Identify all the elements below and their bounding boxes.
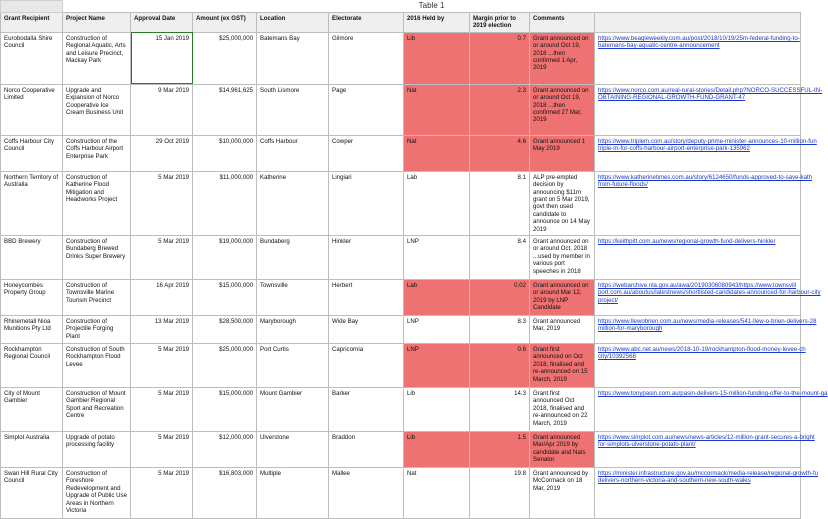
cell-amount[interactable]: $25,000,000 xyxy=(193,344,257,388)
cell-amount[interactable]: $16,803,000 xyxy=(193,468,257,519)
cell-amount[interactable]: $15,000,000 xyxy=(193,280,257,316)
cell-held-by[interactable]: LNP xyxy=(404,236,470,280)
column-header[interactable]: Project Name xyxy=(63,13,131,33)
cell-comments[interactable]: Grant announced on or around Oct, 2018 ...used by member in various port speeches in 2018 xyxy=(530,236,595,280)
cell-source-link[interactable]: https://www.norco.com.au/real-rural-stories/Detail.php?NORCO-SUCCESSFUL-IN- OBTAINING-REGIONAL-GROWTH-FUND-GRANT-47 xyxy=(595,84,801,135)
cell-recipient[interactable]: Rhinemetall Nioa Munitions Pty Ltd xyxy=(1,316,63,344)
cell-source-link[interactable]: https://keithpitt.com.au/news/regional-growth-fund-delivers-hinkler xyxy=(595,236,801,280)
cell-margin[interactable]: 0.6 xyxy=(470,344,530,388)
cell-electorate[interactable]: Herbert xyxy=(329,280,404,316)
cell-comments[interactable]: Grant first announced on Oct 2018, finalised and re-announced on 15 March, 2019 xyxy=(530,344,595,388)
cell-comments[interactable]: Grant announced on or around Mar 12, 2019 by LNP Candidate xyxy=(530,280,595,316)
cell-location[interactable]: Mount Gambier xyxy=(257,388,329,432)
cell-margin[interactable]: 8.1 xyxy=(470,171,530,235)
cell-approval-date[interactable]: 29 Oct 2019 xyxy=(131,135,193,171)
column-header[interactable]: 2016 Held by xyxy=(404,13,470,33)
table-row xyxy=(1,468,801,519)
cell-approval-date[interactable]: 5 Mar 2019 xyxy=(131,388,193,432)
cell-project[interactable]: Construction of South Rockhampton Flood Levee xyxy=(63,344,131,388)
cell-amount[interactable]: $12,000,000 xyxy=(193,432,257,468)
cell-electorate[interactable]: Hinkler xyxy=(329,236,404,280)
cell-recipient[interactable]: Rockhampton Regional Council xyxy=(1,344,63,388)
cell-comments[interactable]: Grant announced on or around Oct 19, 2018 ...then confirmed 27 Mar, 2019 xyxy=(530,84,595,135)
cell-electorate[interactable]: Gilmore xyxy=(329,32,404,84)
table-row xyxy=(1,236,801,280)
cell-location[interactable]: Ulverstone xyxy=(257,432,329,468)
cell-electorate[interactable]: Mallee xyxy=(329,468,404,519)
cell-comments[interactable]: Grant announced Mar, 2019 xyxy=(530,316,595,344)
cell-electorate[interactable]: Cowper xyxy=(329,135,404,171)
table-row xyxy=(1,135,801,171)
cell-amount[interactable]: $15,000,000 xyxy=(193,388,257,432)
column-header[interactable]: Approval Date xyxy=(131,13,193,33)
cell-approval-date[interactable]: 13 Mar 2019 xyxy=(131,316,193,344)
cell-held-by[interactable]: Lab xyxy=(404,280,470,316)
cell-recipient[interactable]: Northern Territory of Australia xyxy=(1,171,63,235)
cell-project[interactable]: Construction of Mount Gambier Regional Sport and Recreation Centre xyxy=(63,388,131,432)
cell-source-link[interactable]: https://www.tonypasin.com.au/pasin-delivers-15-million-funding-offer-to-the-mount-ga xyxy=(595,388,801,432)
cell-held-by[interactable]: LNP xyxy=(404,344,470,388)
cell-approval-date[interactable]: 5 Mar 2019 xyxy=(131,236,193,280)
cell-source-link[interactable]: https://www.simplot.com.au/news/news-articles/12-million-grant-secures-a-bright for-simplots-ulverstone-potato-plant/ xyxy=(595,432,801,468)
cell-approval-date[interactable]: 9 Mar 2019 xyxy=(131,84,193,135)
cell-amount[interactable]: $11,000,000 xyxy=(193,171,257,235)
header-row xyxy=(1,13,801,33)
table-body xyxy=(1,32,828,518)
cell-electorate[interactable]: Page xyxy=(329,84,404,135)
column-header[interactable]: Comments xyxy=(530,13,595,33)
cell-held-by[interactable]: Nat xyxy=(404,135,470,171)
cell-margin[interactable]: 4.6 xyxy=(470,135,530,171)
cell-approval-date[interactable]: 5 Mar 2019 xyxy=(131,344,193,388)
cell-approval-date[interactable]: 5 Mar 2019 xyxy=(131,171,193,235)
cell-held-by[interactable]: Lib xyxy=(404,432,470,468)
table-row xyxy=(1,316,801,344)
cell-location[interactable]: South Lismore xyxy=(257,84,329,135)
corner-cell xyxy=(1,1,63,13)
column-header[interactable]: Amount (ex GST) xyxy=(193,13,257,33)
cell-recipient[interactable]: Eurobodalla Shire Council xyxy=(1,32,63,84)
cell-source-link[interactable]: https://www.beagleweekly.com.au/post/2018/10/19/25m-federal-funding-to- batemans-bay-aquatic-centre-announcement xyxy=(595,32,801,84)
cell-recipient[interactable]: Norco Cooperative Limited xyxy=(1,84,63,135)
cell-margin[interactable]: 8.4 xyxy=(470,236,530,280)
cell-amount[interactable]: $14,961,625 xyxy=(193,84,257,135)
cell-approval-date[interactable]: 5 Mar 2019 xyxy=(131,432,193,468)
cell-project[interactable]: Construction of Bundaberg Brewed Drinks Super Brewery xyxy=(63,236,131,280)
cell-location[interactable]: Coffs Harbour xyxy=(257,135,329,171)
cell-source-link[interactable]: https://www.llewobrien.com.au/news/media-releases/541-llew-o-brien-delivers-28 million-for-maryborough xyxy=(595,316,801,344)
cell-held-by[interactable]: Nat xyxy=(404,468,470,519)
cell-project[interactable]: Upgrade of potato processing facility xyxy=(63,432,131,468)
table-row xyxy=(1,344,801,388)
table-row xyxy=(1,32,801,84)
column-header[interactable]: Location xyxy=(257,13,329,33)
table-row xyxy=(1,280,801,316)
cell-recipient[interactable]: Simplot Australia xyxy=(1,432,63,468)
cell-location[interactable]: Batemans Bay xyxy=(257,32,329,84)
cell-recipient[interactable]: BBD Brewery xyxy=(1,236,63,280)
table-title: Table 1 xyxy=(63,1,801,13)
cell-recipient[interactable]: Coffs Harbour City Council xyxy=(1,135,63,171)
column-header[interactable] xyxy=(595,13,801,33)
cell-margin[interactable]: 0.7 xyxy=(470,32,530,84)
cell-project[interactable]: Construction of Katherine Flood Mitigation and Headworks Project xyxy=(63,171,131,235)
cell-source-link[interactable]: https://minister.infrastructure.gov.au/mccormack/media-release/regional-growth-fu delivers-northern-victoria-and-southern-new-south-wales xyxy=(595,468,801,519)
cell-held-by[interactable]: Lab xyxy=(404,171,470,235)
table-row xyxy=(1,388,801,432)
cell-held-by[interactable]: Lib xyxy=(404,32,470,84)
cell-electorate[interactable]: Barker xyxy=(329,388,404,432)
cell-electorate[interactable]: Lingiari xyxy=(329,171,404,235)
cell-margin[interactable]: 1.5 xyxy=(470,432,530,468)
cell-held-by[interactable]: Lib xyxy=(404,388,470,432)
cell-recipient[interactable]: Honeycombes Property Group xyxy=(1,280,63,316)
cell-location[interactable]: Katherine xyxy=(257,171,329,235)
cell-electorate[interactable]: Wide Bay xyxy=(329,316,404,344)
title-bar xyxy=(1,1,801,13)
cell-project[interactable]: Construction of the Coffs Harbour Airport Enterprise Park xyxy=(63,135,131,171)
cell-amount[interactable]: $19,000,000 xyxy=(193,236,257,280)
cell-comments[interactable]: Grant first announced Oct 2018, finalised and re-announced on 22 March, 2019 xyxy=(530,388,595,432)
column-header[interactable]: Grant Recipient xyxy=(1,13,63,33)
cell-approval-date[interactable]: 5 Mar 2019 xyxy=(131,468,193,519)
cell-location[interactable]: Port Curtis xyxy=(257,344,329,388)
cell-margin[interactable]: 8.3 xyxy=(470,316,530,344)
cell-project[interactable]: Construction of Townsville Marine Tourism Precinct xyxy=(63,280,131,316)
cell-recipient[interactable]: Swan Hill Rural City Council xyxy=(1,468,63,519)
cell-electorate[interactable]: Braddon xyxy=(329,432,404,468)
cell-project[interactable]: Construction of Projectile Forging Plant xyxy=(63,316,131,344)
cell-recipient[interactable]: City of Mount Gambier xyxy=(1,388,63,432)
cell-source-link[interactable]: https://www.triplem.com.au/story/deputy-prime-minister-announces-10-million-fun triple-m-for-coffs-harbour-airport-enterprise-park-135962 xyxy=(595,135,801,171)
cell-source-link[interactable]: https://www.katherinetimes.com.au/story/6124650/funds-approved-to-save-kath from-future-floods/ xyxy=(595,171,801,235)
cell-location[interactable]: Bundaberg xyxy=(257,236,329,280)
table-row xyxy=(1,432,801,468)
cell-approval-date[interactable]: 15 Jan 2019 xyxy=(131,32,193,84)
cell-project[interactable]: Construction of Foreshore Redevelopment and Upgrade of Public Use Areas in Northern Victoria xyxy=(63,468,131,519)
cell-comments[interactable]: ALP pre-empted decision by announcing $11m grant on 5 Mar 2019, govt then used candidate to announce on 14 May 2019 xyxy=(530,171,595,235)
cell-held-by[interactable]: LNP xyxy=(404,316,470,344)
cell-approval-date[interactable]: 16 Apr 2019 xyxy=(131,280,193,316)
cell-margin[interactable]: 14.3 xyxy=(470,388,530,432)
cell-margin[interactable]: 2.3 xyxy=(470,84,530,135)
cell-margin[interactable]: 19.8 xyxy=(470,468,530,519)
cell-project[interactable]: Upgrade and Expansion of Norco Cooperative Ice Cream Business Unit xyxy=(63,84,131,135)
cell-amount[interactable]: $25,000,000 xyxy=(193,32,257,84)
cell-location[interactable]: Maryborough xyxy=(257,316,329,344)
cell-amount[interactable]: $28,500,000 xyxy=(193,316,257,344)
column-header[interactable]: Margin prior to 2019 election xyxy=(470,13,530,33)
cell-project[interactable]: Construction of Regional Aquatic, Arts and Leisure Precinct, Mackay Park xyxy=(63,32,131,84)
table-row xyxy=(1,84,801,135)
cell-amount[interactable]: $10,000,000 xyxy=(193,135,257,171)
cell-location[interactable]: Townsville xyxy=(257,280,329,316)
table-row xyxy=(1,171,801,235)
column-header[interactable]: Electorate xyxy=(329,13,404,33)
cell-margin[interactable]: 0.02 xyxy=(470,280,530,316)
cell-source-link[interactable]: https://www.abc.net.au/news/2018-10-19/rockhampton-flood-money-levee-ch city/10392568 xyxy=(595,344,801,388)
cell-held-by[interactable]: Nat xyxy=(404,84,470,135)
cell-comments[interactable]: Grant announced by McCormack on 18 Mar, 2019 xyxy=(530,468,595,519)
cell-comments[interactable]: Grant announced Mar/Apr 2019 by candidate and Nats Senator xyxy=(530,432,595,468)
cell-comments[interactable]: Grant announced on or around Oct 19, 2018 ...then confirmed 1 Apr, 2019 xyxy=(530,32,595,84)
cell-electorate[interactable]: Capricornia xyxy=(329,344,404,388)
cell-comments[interactable]: Grant announced 1 May 2019 xyxy=(530,135,595,171)
cell-location[interactable]: Multiple xyxy=(257,468,329,519)
cell-source-link[interactable]: https://webarchive.nla.gov.au/awa/20190306080943/https://www.townsvill port.com.au/aboutus/latestnews/shortlisted-candidates-announced-for-harbour-city project/ xyxy=(595,280,801,316)
